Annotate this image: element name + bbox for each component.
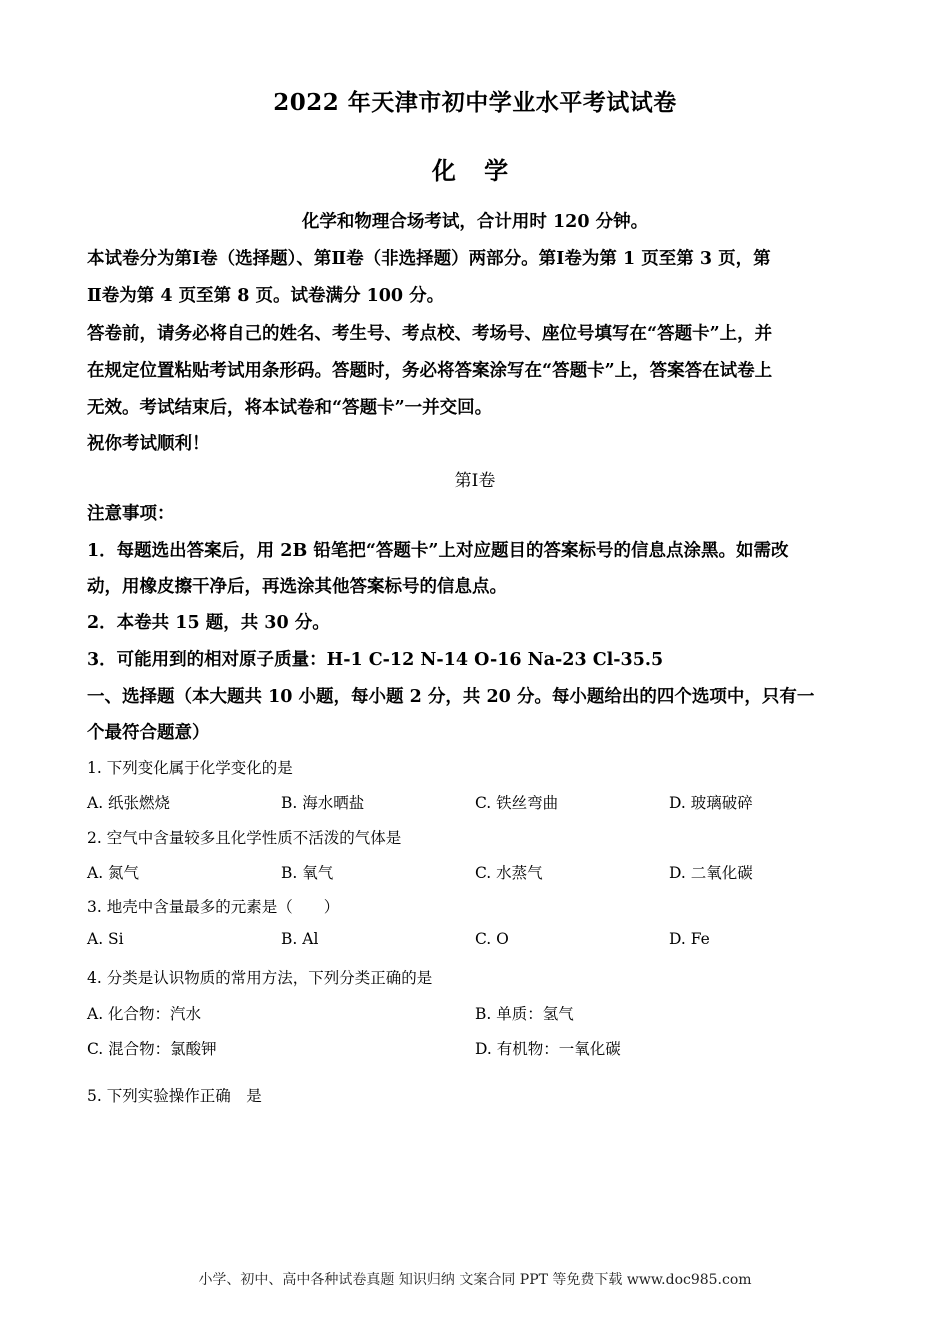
subject-title: 化 学 <box>431 156 519 185</box>
option-a: A. 化合物：汽水 <box>87 1005 202 1023</box>
instruction-line: 无效。考试结束后，将本试卷和“答题卡”一并交回。 <box>87 398 493 418</box>
option-b: B. 氧气 <box>281 864 334 882</box>
option-a: A. 纸张燃烧 <box>87 794 171 812</box>
option-b: B. Al <box>281 930 319 948</box>
good-luck-text: 祝你考试顺利！ <box>87 434 210 454</box>
question-stem: 1. 下列变化属于化学变化的是 <box>87 759 293 777</box>
section-heading: 一、选择题（本大题共 10 小题，每小题 2 分，共 20 分。每小题给出的四个选项中，只有一 <box>87 687 815 707</box>
option-a: A. 氮气 <box>87 864 140 882</box>
option-d: D. 玻璃破碎 <box>669 794 753 812</box>
option-c: C. 铁丝弯曲 <box>475 794 559 812</box>
exam-title: 2022 年天津市初中学业水平考试试卷 <box>273 89 677 116</box>
instruction-line: 答卷前，请务必将自己的姓名、考生号、考点校、考场号、座位号填写在“答题卡”上，并 <box>87 324 773 344</box>
question-stem: 3. 地壳中含量最多的元素是（ ） <box>87 898 340 916</box>
question-stem: 4. 分类是认识物质的常用方法，下列分类正确的是 <box>87 969 433 987</box>
notice-item: 1．每题选出答案后，用 2B 铅笔把“答题卡”上对应题目的答案标号的信息点涂黑。如需改 <box>87 541 789 561</box>
notice-title: 注意事项： <box>87 504 175 524</box>
option-b: B. 海水晒盐 <box>281 794 365 812</box>
combined-exam-note: 化学和物理合场考试，合计用时 120 分钟。 <box>301 212 649 232</box>
notice-item: 3．可能用到的相对原子质量：H-1 C-12 N-14 O-16 Na-23 Cl-35.5 <box>87 650 664 670</box>
option-d: D. 有机物：一氧化碳 <box>475 1040 621 1058</box>
instruction-line: 本试卷分为第Ⅰ卷（选择题）、第Ⅱ卷（非选择题）两部分。第Ⅰ卷为第 1 页至第 3 页，第 <box>87 249 771 269</box>
option-d: D. Fe <box>669 930 710 948</box>
question-stem: 2. 空气中含量较多且化学性质不活泼的气体是 <box>87 829 402 847</box>
option-a: A. Si <box>87 930 124 948</box>
notice-item: 动，用橡皮擦干净后，再选涂其他答案标号的信息点。 <box>87 577 507 597</box>
instruction-line: 在规定位置粘贴考试用条形码。答题时，务必将答案涂写在“答题卡”上，答案答在试卷上 <box>87 361 773 381</box>
notice-item: 2．本卷共 15 题，共 30 分。 <box>87 613 330 633</box>
question-stem: 5. 下列实验操作正确 是 <box>87 1087 262 1105</box>
option-d: D. 二氧化碳 <box>669 864 753 882</box>
section-heading: 个最符合题意） <box>87 723 210 743</box>
option-c: C. 水蒸气 <box>475 864 543 882</box>
instruction-line: Ⅱ卷为第 4 页至第 8 页。试卷满分 100 分。 <box>87 286 445 306</box>
option-b: B. 单质：氢气 <box>475 1005 574 1023</box>
option-c: C. O <box>475 930 509 948</box>
page-footer: 小学、初中、高中各种试卷真题 知识归纳 文案合同 PPT 等免费下载 www.doc985.com <box>198 1272 752 1288</box>
part-heading: 第Ⅰ卷 <box>454 471 496 491</box>
option-c: C. 混合物：氯酸钾 <box>87 1040 217 1058</box>
